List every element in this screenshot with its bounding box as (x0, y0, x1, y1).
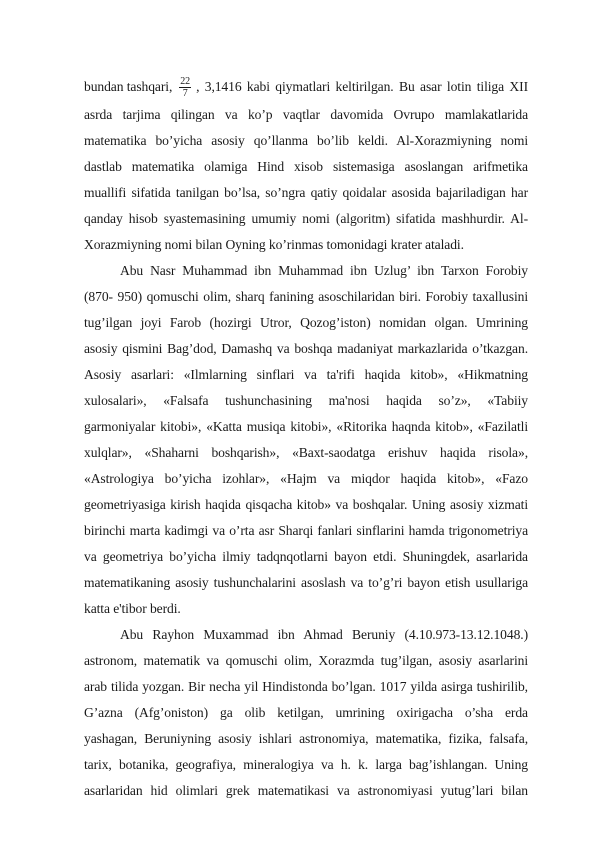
text-line-2: asrda tarjima qilingan va ko’p vaqtlar davomida Ovrupo mamlakatlarida (84, 107, 528, 122)
document-body (84, 72, 528, 804)
text-line-25: G’azna (Afg’oniston) ga olib ketilgan, umrining oxirigacha o’sha erda (84, 705, 528, 720)
text-line-28: asarlaridan hid olimlari grek matematikasi va astronomiyasi yutug’lari bilan (84, 783, 528, 798)
text-line-10: tug’ilgan joyi Farob (hozirgi Utror, Qozog’iston) nomidan olgan. Umrining (84, 315, 528, 330)
fraction-22-over-7 (179, 76, 191, 99)
text-line-16: «Astrologiya bo’yicha izohlar», «Hajm va miqdor haqida kitob», «Fazo (84, 471, 528, 486)
text-line-20: matematikaning asosiy tushunchalarini asoslash va to’g’ri bayon etish usullariga (84, 575, 528, 590)
text-line-6: qanday hisob syastemasining umumiy nomi (algoritm) sifatida mashhurdir. Al- (84, 211, 528, 226)
text-before-fraction: bundan tashqari, (84, 79, 173, 94)
text-line-13: xulosalari», «Falsafa tushunchasining ma'nosi haqida so’z», «Tabiiy (84, 393, 528, 408)
text-line-27: tarix, botanika, geografiya, mineralogiya va h. k. larga bag’ishlangan. Uning (84, 757, 528, 772)
text-line-17: geometriyasiga kirish haqida qisqacha kitob» va boshqalar. Uning asosiy xizmati (84, 497, 528, 512)
text-line-15: xulqlar», «Shaharni boshqarish», «Baxt-saodatga erishuv haqida risola», (84, 445, 528, 460)
text-after-fraction: , 3,1416 kabi qiymatlari keltirilgan. Bu asar lotin tiliga XII (196, 79, 528, 94)
text-line-4: dastlab matematika olamiga Hind xisob sistemasiga asoslangan arifmetika (84, 159, 528, 174)
text-line-12: Asosiy asarlari: «Ilmlarning sinflari va ta'rifi haqida kitob», «Hikmatning (84, 367, 528, 382)
text-line-8-paragraph-start: Abu Nasr Muhammad ibn Muhammad ibn Uzlug’ ibn Tarxon Forobiy (120, 263, 528, 278)
text-line-1 (84, 72, 528, 102)
text-line-24: arab tilida yozgan. Bir necha yil Hindistonda bo’lgan. 1017 yilda asirga tushirilib, (84, 679, 528, 694)
text-line-19: va geometriya bo’yicha ilmiy tadqnqotlarni bayon etdi. Shuningdek, asarlarida (84, 549, 528, 564)
text-line-23: astronom, matematik va qomuschi olim, Xorazmda tug’ilgan, asosiy asarlarini (84, 653, 528, 668)
text-line-21: katta e'tibor berdi. (84, 601, 181, 616)
text-line-14: garmoniyalar kitobi», «Katta musiqa kitobi», «Ritorika haqnda kitob», «Fazilatli (84, 419, 528, 434)
text-line-11: asosiy qismini Bag’dod, Damashq va boshqa madaniyat markazlarida o’tkazgan. (84, 341, 528, 356)
text-line-22-paragraph-start: Abu Rayhon Muxammad ibn Ahmad Beruniy (4.10.973-13.12.1048.) (120, 627, 528, 642)
text-line-5: muallifi sifatida tanilgan bo’lsa, so’ngra qatiy qoidalar asosida bajariladigan har (84, 185, 528, 200)
text-line-26: yashagan, Beruniyning asosiy ishlari astronomiya, matematika, fizika, falsafa, (84, 731, 528, 746)
fraction-denominator: 7 (182, 87, 188, 99)
fraction-numerator: 22 (180, 75, 191, 87)
text-line-7: Xorazmiyning nomi bilan Oyning ko’rinmas tomonidagi krater ataladi. (84, 237, 464, 252)
text-line-9: (870- 950) qomuschi olim, sharq fanining asoschilaridan biri. Forobiy taxallusini (84, 289, 528, 304)
text-line-3: matematika bo’yicha asosiy qo’llanma bo’lib keldi. Al-Xorazmiyning nomi (84, 133, 528, 148)
text-line-18: birinchi marta kadimgi va o’rta asr Sharqi fanlari sinflarini hamda trigonometriya (84, 523, 528, 538)
